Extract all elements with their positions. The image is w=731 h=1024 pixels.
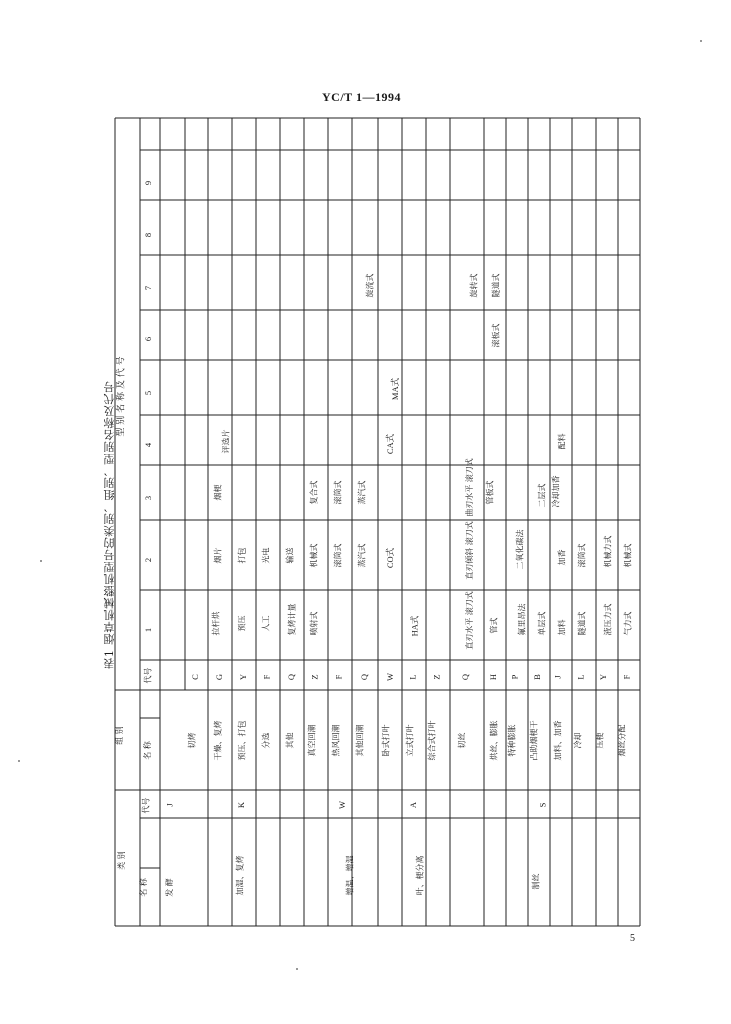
type-cell: HA式	[409, 615, 420, 637]
type-num-2: 2	[143, 557, 154, 563]
group-name: 烘丝、膨胀	[489, 720, 499, 761]
group-name: 烟丝分配	[617, 724, 627, 757]
type-cell: 配料	[557, 433, 567, 450]
type-cell: 冷却加香	[551, 475, 561, 508]
type-cell: 加料	[557, 619, 567, 636]
group-name: 其他	[285, 732, 295, 749]
type-num-9: 9	[143, 180, 154, 186]
type-cell: 滚筒式	[333, 543, 343, 568]
group-name-header: 名 称	[142, 741, 152, 760]
group-code: Q	[460, 673, 471, 681]
category-name: 发 酵	[164, 878, 174, 897]
group-code: Z	[309, 674, 320, 680]
group-code: F	[333, 674, 344, 680]
type-cell: 管板式	[485, 480, 495, 505]
type-cell: 喷射式	[309, 611, 319, 636]
type-cell: 隧道式	[577, 611, 587, 636]
type-cell: 隧道式	[491, 273, 501, 298]
group-code: L	[575, 674, 586, 680]
type-cell: CO式	[385, 547, 396, 569]
group-code: Z	[431, 674, 442, 680]
group-code: J	[552, 675, 563, 679]
table-caption: 表1 烟草机械整机型号的类别、组别、型别名称及代号	[103, 380, 116, 670]
group-code: G	[214, 673, 225, 681]
type-cell: 烟梗	[213, 484, 223, 501]
group-header: 组 别	[114, 726, 124, 745]
type-cell: 单层式	[537, 611, 547, 636]
category-code: J	[164, 803, 175, 807]
type-cell: 滚筒式	[333, 480, 343, 505]
type-cell: 机械力式	[603, 535, 613, 568]
type-cell: 打包	[237, 547, 247, 564]
type-cell: 机械式	[623, 543, 633, 568]
group-code: F	[261, 674, 272, 680]
group-code: P	[509, 674, 520, 680]
group-code: Y	[238, 673, 249, 681]
group-name: 卧式打叶	[381, 724, 391, 757]
type-cell: 旋转式	[469, 273, 479, 298]
group-name: 分选	[261, 732, 271, 749]
group-code: W	[385, 672, 396, 682]
category-code: W	[337, 800, 348, 810]
class-header: 类 别	[116, 851, 126, 870]
category-code: K	[236, 801, 247, 809]
group-code-header: 代号	[143, 667, 153, 684]
group-code: Q	[359, 673, 370, 681]
type-num-5: 5	[143, 390, 154, 396]
category-code: A	[408, 801, 419, 809]
type-cell: 二氧化碳法	[515, 529, 525, 570]
type-cell: 机械式	[309, 543, 319, 568]
group-code: H	[488, 673, 499, 681]
type-cell: 预压	[237, 615, 247, 632]
type-header: 型 别 名 称 及 代 号	[116, 356, 127, 437]
class-name-header: 名 称	[138, 878, 148, 897]
type-cell: 蒸汽式	[357, 480, 367, 505]
type-cell: MA式	[390, 377, 401, 401]
group-name: 加料、加香	[553, 720, 563, 761]
category-name: 增温、增湿	[345, 855, 355, 896]
group-name: 真空回潮	[307, 724, 317, 757]
type-num-8: 8	[143, 232, 154, 238]
group-name: 立式打叶	[405, 724, 415, 757]
group-name: 预压、打包	[237, 720, 247, 761]
type-cell: 蒸汽式	[357, 543, 367, 568]
type-cell: 复烤计量	[287, 603, 297, 636]
type-cell: 管式	[489, 617, 499, 634]
type-cell: 光电	[261, 547, 271, 564]
class-code-header: 代号	[141, 797, 151, 814]
type-cell: 加香	[557, 549, 567, 566]
group-name: 切丝	[457, 732, 467, 749]
type-cell: 直刃倾斜 滚刀式	[464, 521, 474, 580]
category-name: 叶、梗分离	[415, 855, 425, 896]
type-cell: 滚板式	[491, 323, 501, 348]
type-cell: 气力式	[623, 611, 633, 636]
standard-code: YC/T 1—1994	[322, 90, 401, 104]
type-cell: 曲刃水平 滚刀式	[464, 458, 474, 517]
type-cell: 烟片	[213, 547, 223, 564]
type-cell: 人工	[261, 615, 271, 632]
group-code: Y	[598, 673, 609, 681]
type-cell: 二层式	[537, 483, 547, 508]
category-name: 制丝	[531, 873, 541, 890]
page-number: 5	[630, 933, 635, 944]
type-cell: 液压力式	[603, 603, 613, 636]
group-name: 切烤	[187, 732, 197, 749]
type-cell: 复合式	[309, 480, 319, 505]
group-name: 特种膨胀	[507, 724, 517, 757]
category-code: S	[537, 802, 548, 808]
group-code: Q	[286, 673, 297, 681]
group-name: 热风回潮	[331, 724, 341, 757]
group-name: 其他回潮	[355, 724, 365, 757]
category-name: 加湿、复烤	[235, 855, 245, 896]
type-num-7: 7	[143, 285, 154, 291]
type-cell: 输送	[285, 547, 295, 564]
type-cell: 氟里昂法	[517, 603, 527, 636]
type-num-6: 6	[143, 336, 154, 342]
type-cell: 滚筒式	[577, 543, 587, 568]
group-name: 综合式打叶	[427, 720, 437, 761]
type-cell: 直刃水平 滚刀式	[464, 591, 474, 650]
type-cell: 旋流式	[365, 273, 375, 298]
group-code: L	[407, 674, 418, 680]
type-num-4: 4	[143, 442, 154, 448]
group-code: F	[621, 674, 632, 680]
type-cell: 评选片	[221, 429, 231, 454]
group-code: C	[189, 674, 200, 680]
group-code: B	[531, 674, 542, 680]
group-name: 凸助烟梗干	[529, 720, 539, 761]
type-cell: 拉杆烘	[211, 611, 221, 636]
type-cell: CA式	[385, 433, 396, 455]
group-name: 冷却	[573, 732, 583, 749]
type-num-3: 3	[143, 495, 154, 501]
type-num-1: 1	[143, 627, 154, 633]
group-name: 压梗	[595, 732, 605, 749]
group-name: 干燥、复烤	[213, 720, 223, 761]
